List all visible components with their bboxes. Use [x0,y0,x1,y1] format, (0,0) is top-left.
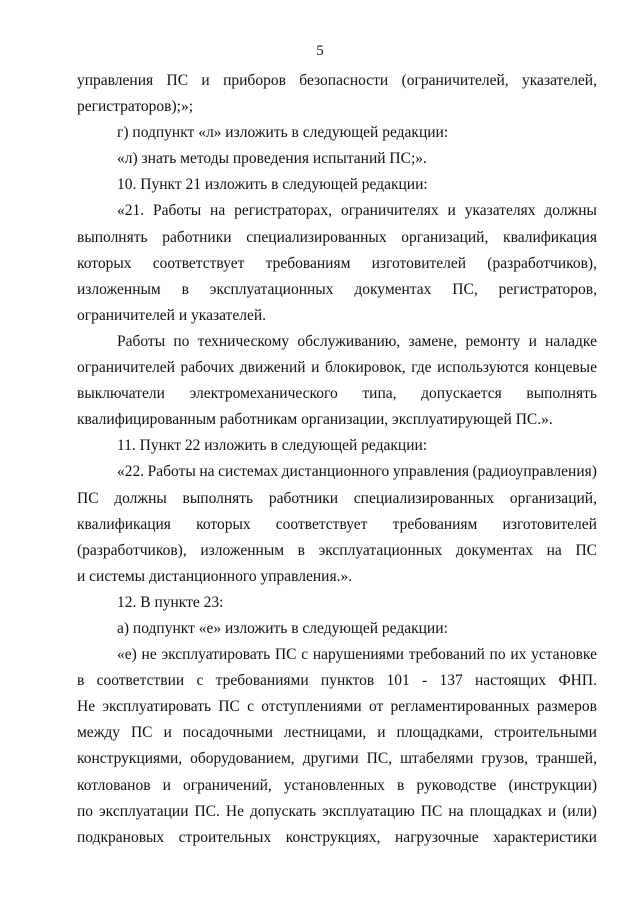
text-line [77,381,597,407]
text-line [77,225,597,251]
word: соответствует [275,515,368,533]
page-number: 5 [316,43,324,59]
word: от [368,698,384,716]
text-line [77,68,597,94]
word: пунктов [320,672,375,690]
word: посадочными [182,724,273,742]
text-line [77,799,597,825]
paragraph [77,146,597,172]
word: требованиям [265,254,351,272]
word: руководстве [416,776,497,794]
word: соответствии [96,672,185,690]
word: ПС [274,646,297,664]
word: должны [544,202,597,220]
word: с [301,646,309,664]
text-line [77,459,597,485]
word: строительных [178,828,272,846]
word: конструкциями, [77,750,183,768]
word: типа, [362,385,397,403]
word: указателях [464,202,536,220]
word: штабелями [400,750,474,768]
word: безопасности [299,72,389,89]
word: требованиям [392,515,478,533]
word: в [77,672,85,690]
word: (или) [562,802,597,820]
word: изготовителей [502,515,597,533]
text-line [77,538,597,564]
word: лестницами, [283,724,367,742]
text-line: 12. В пункте 23: [117,593,224,611]
text-line [77,746,597,772]
word: размеров [536,698,597,716]
word: ПС [218,698,240,716]
word: площадками, [396,724,484,742]
word: на [546,541,562,559]
word: техническому [197,332,290,350]
word: установке [531,646,597,664]
word: характеристики [493,828,597,846]
word: выполнять [182,489,254,507]
word: и [162,776,171,794]
text-line [77,198,597,224]
word: регламентированных [390,698,530,716]
word: наладке [545,332,597,350]
word: конструкциях, [285,828,381,846]
word: с [247,698,255,716]
word: на [210,202,226,220]
text-line: и системы дистанционного управления.». [77,567,353,585]
word: траншей, [536,750,597,768]
word: регистраторах, [234,202,333,220]
word: ПС [77,489,99,507]
word: и [201,72,210,89]
word: выполнять [526,385,597,403]
word: ПС [130,724,153,742]
word: эксплуатационных [209,280,334,298]
word: приборов [223,72,286,89]
word: ограничителях [340,202,439,220]
word: управления [77,72,154,89]
paragraph [77,642,597,851]
word: эксплуатации [99,802,189,820]
word: специализированных [353,489,495,507]
paragraph [77,198,597,328]
word: изложенным [200,541,285,559]
text-line: 10. Пункт 21 изложить в следующей редакции: [117,176,428,194]
word: настоящих [474,672,547,690]
word: эксплуатировать [161,646,271,664]
word: ФНП. [558,672,597,690]
text-line: квалифицированным работникам организации, эксплуатирующей ПС.». [77,411,553,429]
text-line: г) подпункт «л» изложить в следующей редакции: [117,124,449,142]
word: изготовителей [371,254,467,272]
word: управления [392,463,469,481]
word: допускается [421,385,502,403]
word: работники [162,228,232,246]
text-line [77,355,597,381]
word: оборудованием, [190,750,295,768]
word: 101 [386,672,410,690]
word: строительными [494,724,597,742]
word: которых [196,515,251,533]
word: ограничений, [183,776,272,794]
text-line [77,512,597,538]
word: по [77,802,94,820]
word: специализированных [246,228,387,246]
word: нарушениями [312,646,404,664]
text-line [77,773,597,799]
word: допускать [249,802,317,820]
word: нагрузочные [395,828,479,846]
word: ремонту [465,332,521,350]
word: ПС [166,72,189,89]
word: по [173,332,190,350]
word: выполнять [77,228,148,246]
word: которых [77,254,132,272]
word: Работы [117,332,166,350]
word: выключатели [77,385,165,403]
word: эксплуатацию [322,802,415,820]
word: требований [408,646,485,664]
word: грузов, [481,750,529,768]
text-line: ограничителей и указателей. [77,306,266,324]
word: и [311,359,320,377]
paragraph [77,590,597,616]
text-line [77,694,597,720]
text-line [77,251,597,277]
text-line [77,486,597,512]
word: 137 [439,672,463,690]
word: концевые [534,359,597,377]
word: блокировок, [324,359,406,377]
text-line [77,720,597,746]
text-line [77,329,597,355]
paragraph [77,433,597,459]
paragraph [77,459,597,589]
paragraph [77,616,597,642]
word: (ограничителей, [401,72,509,89]
word: с [196,672,204,690]
paragraph [77,68,597,120]
text-line: 11. Пункт 22 изложить в следующей редакции: [117,437,428,455]
word: рабочих [180,359,235,377]
text-line [77,277,597,303]
word: квалификация [77,515,171,533]
word: работники [268,489,339,507]
word: по [489,646,506,664]
word: на [199,463,215,481]
word: электромеханического [189,385,338,403]
word: обслуживанию, [297,332,401,350]
text-line [77,825,597,851]
word: документах [354,280,432,298]
word: котлованов [77,776,151,794]
word: указателей, [522,72,597,89]
word: где [411,359,432,377]
word: и [163,724,172,742]
word: ПС, [366,750,393,768]
word: «е) [117,646,137,664]
word: используются [437,359,529,377]
word: Не [77,698,96,716]
word: Работы [153,202,202,220]
word: и [528,332,537,350]
text-line: регистраторов);»; [77,98,194,116]
word: и [547,802,557,820]
word: соответствует [152,254,245,272]
text-line: «л) знать методы проведения испытаний ПС;». [117,150,427,168]
word: - [422,672,428,690]
text-line: а) подпункт «е» изложить в следующей редакции: [117,619,448,637]
word: отступлениями [261,698,362,716]
word: и [447,202,456,220]
word: эксплуатировать [102,698,212,716]
word: изложенным [77,280,161,298]
word: Не [225,802,244,820]
paragraph [77,172,597,198]
word: (инструкции) [508,776,597,794]
word: установленных [283,776,385,794]
word: организаций, [509,489,597,507]
word: документах [455,541,533,559]
word: регистраторов, [498,280,597,298]
document-body [77,68,597,851]
word: в [397,776,405,794]
word: системах [218,463,279,481]
word: ПС, [452,280,478,298]
word: должны [114,489,167,507]
word: на [448,802,464,820]
word: ПС [575,541,597,559]
word: квалификация [503,228,597,246]
text-line [77,642,597,668]
word: ПС [420,802,443,820]
word: Работы [147,463,196,481]
word: между [77,724,121,742]
word: площадках [469,802,542,820]
word: в [181,280,189,298]
word: и [377,724,386,742]
word: дистанционного [281,463,390,481]
word: «22. [117,463,145,481]
word: ограничителей [77,359,175,377]
paragraph [77,329,597,433]
text-line [77,668,597,694]
word: в [297,541,305,559]
paragraph [77,120,597,146]
word: не [141,646,157,664]
word: требованиями [215,672,309,690]
word: другими [302,750,359,768]
word: организаций, [401,228,489,246]
word: замене, [408,332,458,350]
word: эксплуатационных [318,541,443,559]
word: движений [239,359,306,377]
word: их [510,646,527,664]
word: (радиоуправления) [472,463,597,481]
word: подкрановых [77,828,165,846]
word: (разработчиков), [77,541,187,559]
word: «21. [117,202,145,220]
word: (разработчиков), [487,254,597,272]
word: ПС. [194,802,220,820]
